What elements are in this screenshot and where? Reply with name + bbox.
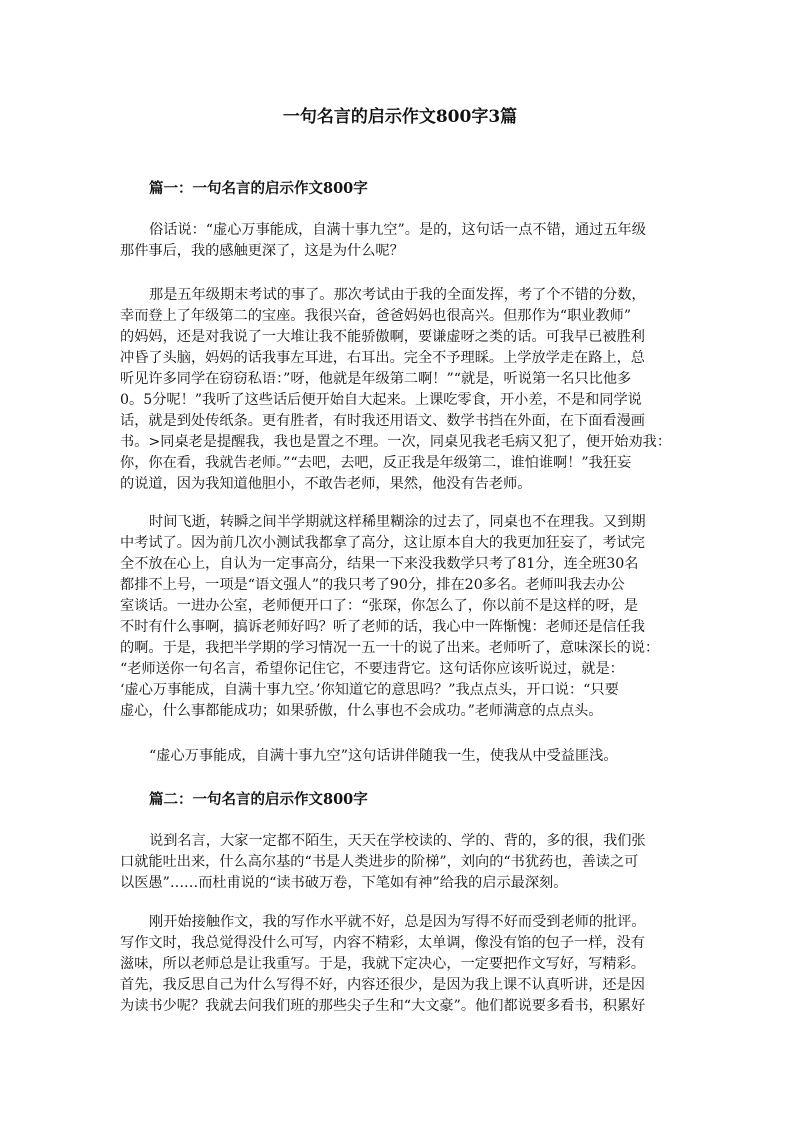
text-line: 全不放在心上，自认为一定事高分，结果一下来没我数学只考了81分，连全班30名 xyxy=(120,556,639,572)
text-line: 室谈话。一进办公室，老师便开口了：“张琛，你怎么了，你以前不是这样的呀，是 xyxy=(120,598,639,614)
text-line: ‘虚心万事能成，自满十事九空。’你知道它的意思吗？”我点点头，开口说：“只要 xyxy=(120,682,619,698)
text-line: 听见许多同学在窃窃私语：”呀，他就是年级第二啊！”“就是，听说第一名只比他多 xyxy=(120,371,632,387)
paragraph xyxy=(120,285,685,495)
document-title: 一句名言的启示作文800字3篇 xyxy=(282,107,518,127)
text-line: 你，你在看，我就告老师。”“去吧，去吧，反正我是年级第二，谁怕谁啊！”我狂妄 xyxy=(120,455,632,471)
text-line: 话，就是到处传纸条。更有胜者，有时我还用语文、数学书挡在外面，在下面看漫画 xyxy=(120,413,645,429)
text-line: 的妈妈，还是对我说了一大堆让我不能骄傲啊，要谦虚呀之类的话。可我早已被胜利 xyxy=(120,329,645,345)
text-line: 中考试了。因为前几次小测试我都拿了高分，这让原本自大的我更加狂妄了，考试完 xyxy=(120,535,645,551)
text-line: 以医愚”……而杜甫说的“读书破万卷，下笔如有神”给我的启示最深刻。 xyxy=(120,875,568,891)
text-line: 写作文时，我总觉得没什么可写，内容不精彩，太单调，像没有馅的包子一样，没有 xyxy=(120,935,645,951)
paragraph xyxy=(120,912,685,1017)
paragraph xyxy=(120,512,685,722)
text-line: 的说道，因为我知道他胆小，不敢告老师，果然，他没有告老师。 xyxy=(120,476,532,492)
text-line: 滋味，所以老师总是让我重写。于是，我就下定决心，一定要把作文写好，写精彩。 xyxy=(120,956,645,972)
text-line: 那是五年级期末考试的事了。那次考试由于我的全面发挥，考了个不错的分数， xyxy=(149,287,646,303)
text-line: 书。>同桌老是提醒我，我也是置之不理。一次，同桌见我老毛病又犯了，便开始劝我： xyxy=(120,434,672,450)
text-line: 幸而登上了年级第二的宝座。我很兴奋，爸爸妈妈也很高兴。但那作为“职业教师” xyxy=(120,308,632,324)
text-line: 说到名言，大家一定都不陌生，天天在学校读的、学的、背的，多的很，我们张 xyxy=(149,833,646,849)
text-line: 虚心，什么事都能成功；如果骄傲，什么事也不会成功。”老师满意的点点头。 xyxy=(120,703,603,719)
text-line: 都排不上号，一项是“语文强人”的我只考了90分，排在20多名。老师叫我去办公 xyxy=(120,577,625,593)
text-line: 口就能吐出来，什么高尔基的“书是人类进步的阶梯”，刘向的“书犹药也，善读之可 xyxy=(120,854,639,870)
text-line: 刚开始接触作文，我的写作水平就不好，总是因为写得不好而受到老师的批评。 xyxy=(149,914,646,930)
text-line: 的啊。于是，我把半学期的学习情况一五一十的说了出来。老师听了，意味深长的说： xyxy=(120,640,660,656)
section-heading: 篇二：一句名言的启示作文800字 xyxy=(149,791,368,808)
text-line: 为读书少呢？我就去问我们班的那些尖子生和“大文豪”。他们都说要多看书，积累好 xyxy=(120,998,646,1014)
text-line: 0。5分呢！”我听了这些话后便开始自大起来。上课吃零食，开小差，不是和同学说 xyxy=(120,392,642,408)
text-line: 那件事后，我的感触更深了，这是为什么呢？ xyxy=(120,243,404,259)
text-line: 首先，我反思自己为什么写得不好，内容还很少，是因为我上课不认真听讲，还是因 xyxy=(120,977,645,993)
paragraph xyxy=(120,220,685,262)
text-line: 时间飞逝，转瞬之间半学期就这样稀里糊涂的过去了，同桌也不在理我。又到期 xyxy=(149,514,646,530)
section-heading: 篇一：一句名言的启示作文800字 xyxy=(149,180,368,197)
text-line: 不时有什么事啊，搞诉老师好吗？听了老师的话，我心中一阵惭愧：老师还是信任我 xyxy=(120,619,645,635)
paragraph xyxy=(120,746,685,767)
text-line: 冲昏了头脑，妈妈的话我事左耳进，右耳出。完全不予理睬。上学放学走在路上，总 xyxy=(120,350,645,366)
paragraph xyxy=(120,831,685,894)
text-line: 俗话说：“虚心万事能成，自满十事九空”。是的，这句话一点不错，通过五年级 xyxy=(149,222,646,238)
text-line: “虚心万事能成，自满十事九空”这句话讲伴随我一生，使我从中受益匪浅。 xyxy=(149,748,618,764)
text-line: “老师送你一句名言，希望你记住它，不要违背它。这句话你应该听说过，就是： xyxy=(120,661,624,677)
